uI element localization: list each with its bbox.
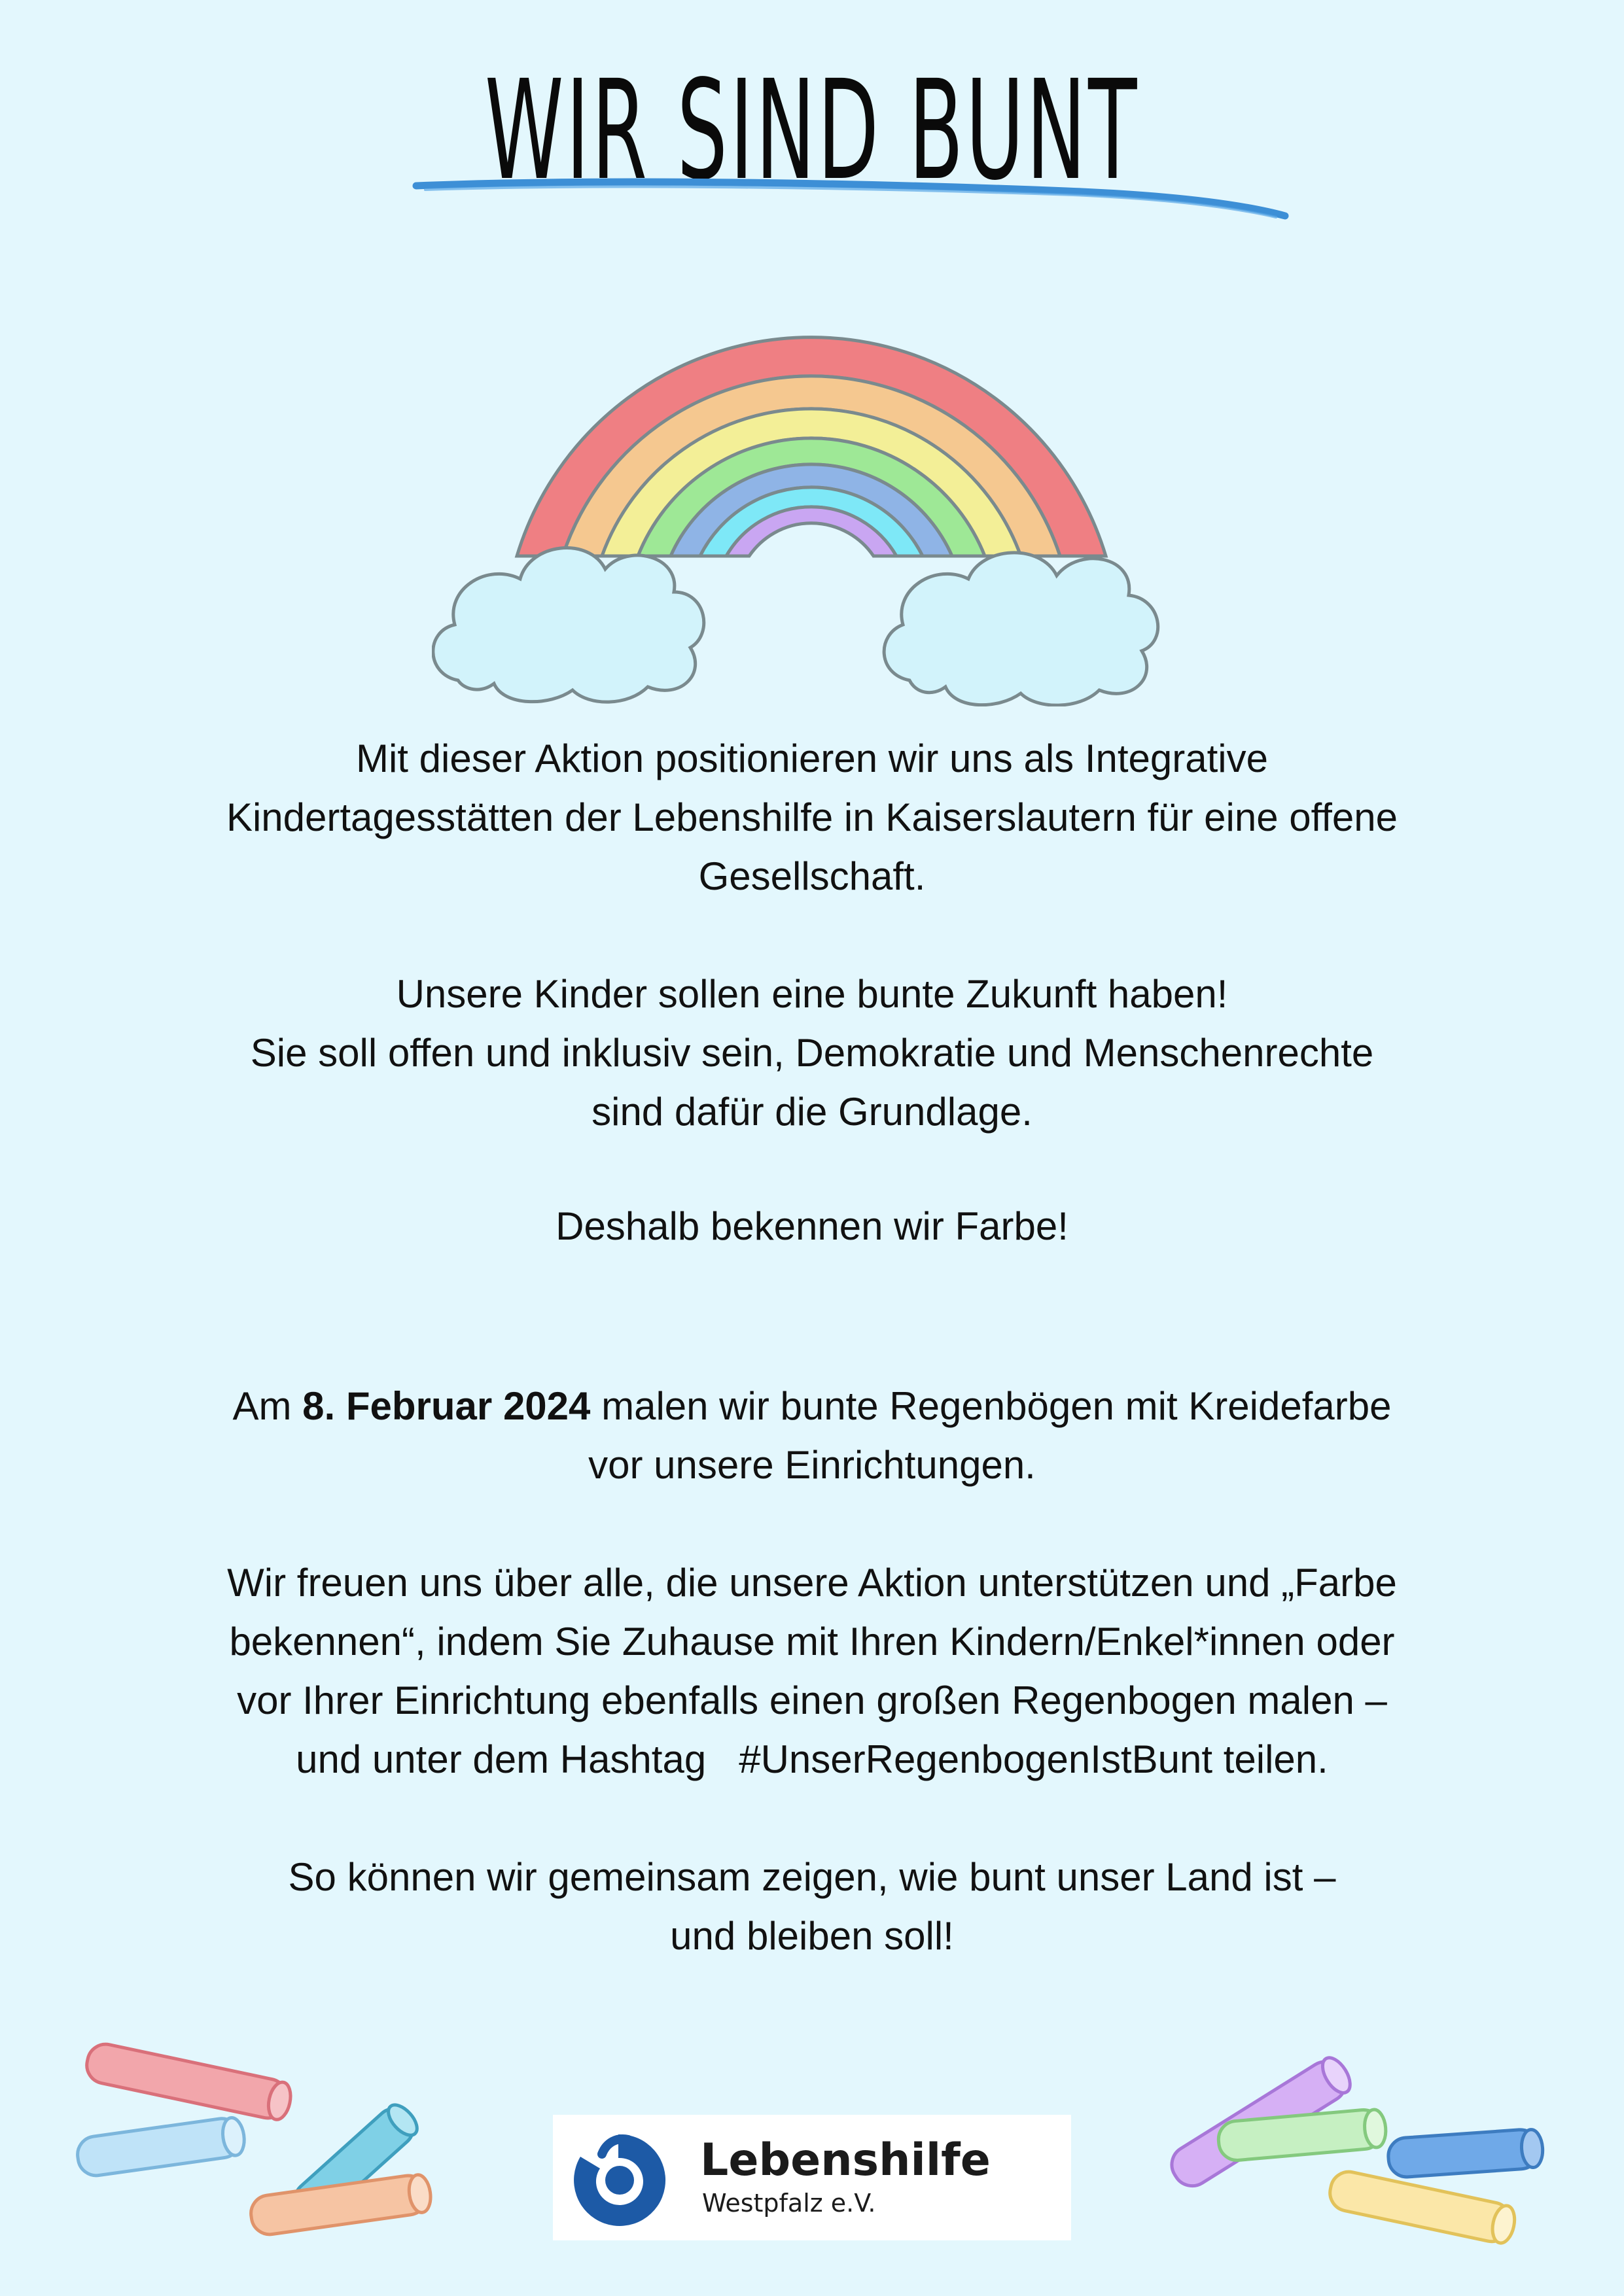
intro-line: Mit dieser Aktion positionieren wir uns als Integrative — [355, 737, 1268, 780]
closing-line: So können wir gemeinsam zeigen, wie bunt unser Land ist – — [288, 1855, 1336, 1899]
color-line: Deshalb bekennen wir Farbe! — [556, 1204, 1068, 1248]
chalk-pieces-left — [59, 2015, 451, 2244]
chalk-blue — [1387, 2129, 1544, 2178]
chalk-pieces-right — [1139, 2008, 1557, 2257]
cloud-left — [433, 548, 704, 703]
future-line: Sie soll offen und inklusiv sein, Demokratie und Menschenrechte — [250, 1031, 1374, 1075]
intro-line: Gesellschaft. — [698, 854, 926, 898]
logo-name: Lebenshilfe — [700, 2134, 991, 2186]
event-paragraph — [98, 1377, 1526, 1495]
future-line: Unsere Kinder sollen eine bunte Zukunft haben! — [396, 972, 1228, 1016]
title-underline-brushstroke — [412, 175, 1289, 228]
intro-paragraph — [98, 729, 1526, 906]
future-paragraph — [98, 965, 1526, 1141]
chalk-red — [84, 2041, 294, 2122]
event-date: 8. Februar 2024 — [302, 1384, 591, 1428]
event-line-2: vor unsere Einrichtungen. — [588, 1443, 1036, 1487]
invite-line: bekennen“, indem Sie Zuhause mit Ihren Kindern/Enkel*innen oder — [229, 1620, 1395, 1663]
invite-line: und unter dem Hashtag #UnserRegenbogenIstBunt teilen. — [296, 1737, 1328, 1781]
page-title: WIR SIND BUNT — [484, 50, 1140, 211]
invite-line: vor Ihrer Einrichtung ebenfalls einen großen Regenbogen malen – — [237, 1679, 1387, 1722]
chalk-yellow — [1327, 2168, 1518, 2246]
intro-line: Kindertagesstätten der Lebenshilfe in Kaiserslautern für eine offene — [226, 795, 1398, 839]
rainbow-arcs — [517, 338, 1106, 556]
rainbow-illustration — [432, 249, 1204, 706]
color-statement — [98, 1197, 1526, 1256]
logo-subtitle: Westpfalz e.V. — [702, 2189, 876, 2218]
chalk-light-blue — [75, 2115, 247, 2178]
invite-line: Wir freuen uns über alle, die unsere Aktion unterstützen und „Farbe — [227, 1561, 1397, 1605]
lebenshilfe-logo-icon — [566, 2128, 671, 2233]
event-prefix: Am — [232, 1384, 292, 1428]
invite-paragraph — [98, 1554, 1526, 1789]
closing-paragraph — [98, 1848, 1526, 1966]
lebenshilfe-logo — [553, 2115, 1071, 2240]
event-line-rest: malen wir bunte Regenbögen mit Kreidefarbe — [601, 1384, 1392, 1428]
future-line: sind dafür die Grundlage. — [591, 1090, 1033, 1134]
closing-line: und bleiben soll! — [670, 1914, 954, 1958]
cloud-right — [884, 553, 1158, 705]
event-line — [98, 1377, 1526, 1436]
